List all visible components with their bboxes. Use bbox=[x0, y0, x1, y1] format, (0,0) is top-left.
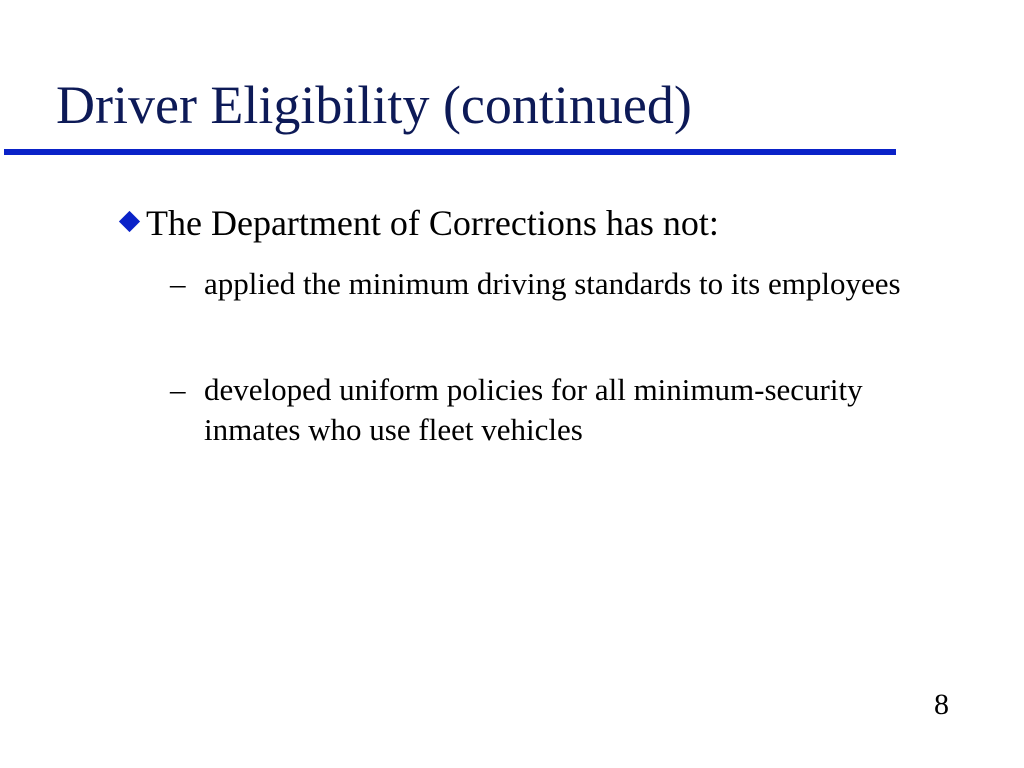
dash-bullet: – bbox=[170, 266, 186, 301]
sub-bullet-text: developed uniform policies for all minimum-security inmates who use fleet vehicles bbox=[204, 372, 863, 447]
main-bullet bbox=[122, 202, 719, 244]
page-number: 8 bbox=[934, 688, 949, 721]
sub-bullet-text: applied the minimum driving standards to its employees bbox=[204, 266, 901, 301]
sub-bullet-employees bbox=[170, 264, 950, 304]
sub-bullet-inmate-policies bbox=[170, 370, 950, 450]
main-bullet-text: The Department of Corrections has not: bbox=[146, 203, 719, 243]
slide-title: Driver Eligibility (continued) bbox=[56, 75, 692, 135]
diamond-bullet-icon bbox=[119, 211, 140, 232]
dash-bullet: – bbox=[170, 372, 186, 407]
title-underline-rule bbox=[4, 149, 896, 155]
